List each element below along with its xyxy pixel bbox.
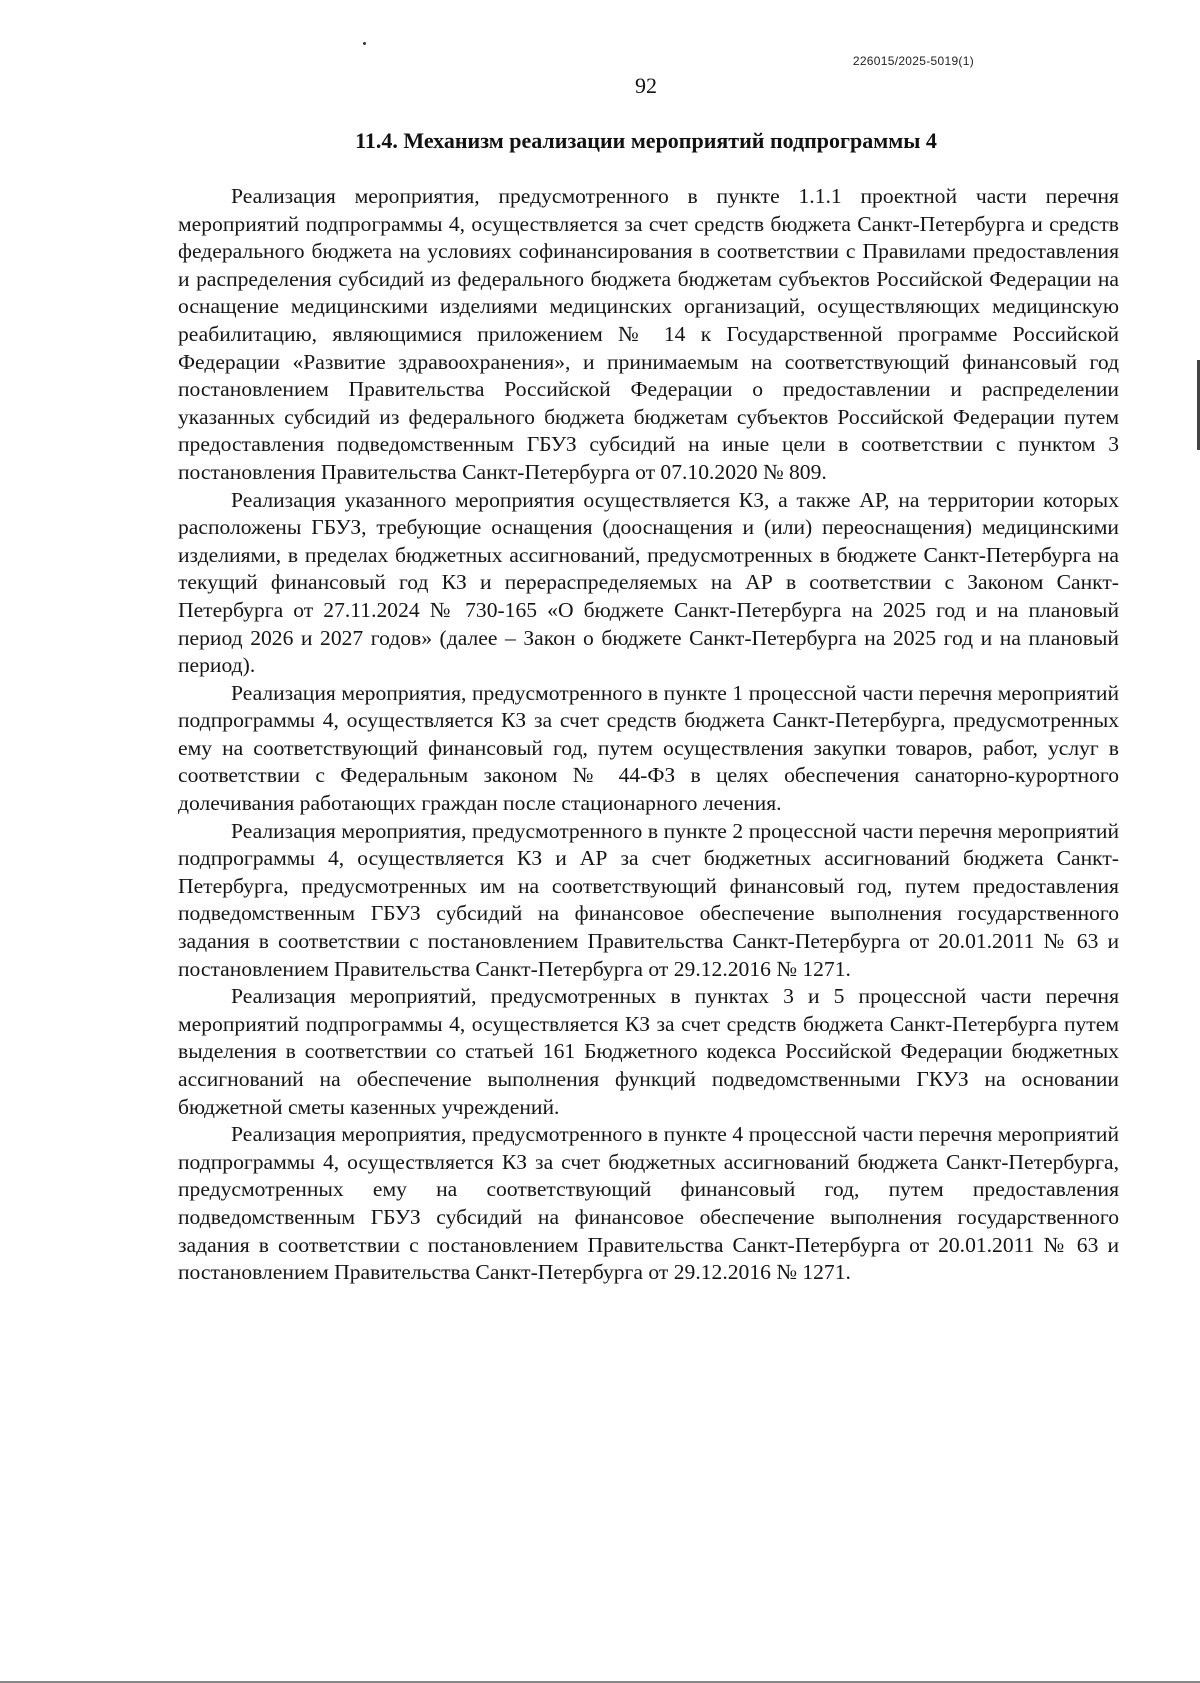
paragraph-6: Реализация мероприятия, предусмотренного в пункте 4 процессной части перечня мероприятий подпрограммы 4, осуществляется КЗ за счет бюджетных ассигнований бюджета Санкт-Петербурга, предусмотренных ему на соответствующий финансовый год, путем предоставления подведомственным ГБУЗ субсидий на финансовое обеспечение выполнения государственного задания в соответствии с постановлением Правительства Санкт-Петербурга от 20.01.2011 № 63 и постановлением Правительства Санкт-Петербурга от 29.12.2016 № 1271. — [178, 1122, 1119, 1285]
section-heading: 11.4. Механизм реализации мероприятий подпрограммы 4 — [355, 128, 937, 153]
paragraph-5: Реализация мероприятий, предусмотренных в пунктах 3 и 5 процессной части перечня мероприятий подпрограммы 4, осуществляется КЗ за счет средств бюджета Санкт-Петербурга путем выделения в соответствии со статьей 161 Бюджетного кодекса Российской Федерации бюджетных ассигнований на обеспечение выполнения функций подведомственными ГКУЗ на основании бюджетной сметы казенных учреждений. — [178, 984, 1119, 1119]
paragraph-1: Реализация мероприятия, предусмотренного в пункте 1.1.1 проектной части перечня мероприятий подпрограммы 4, осуществляется за счет средств бюджета Санкт-Петербурга и средств федерального бюджета на условиях софинансирования в соответствии с Правилами предоставления и распределения субсидий из федерального бюджета бюджетам субъектов Российской Федерации на оснащение медицинскими изделиями медицинских организаций, осуществляющих медицинскую реабилитацию, являющимися приложением № 14 к Государственной программе Российской Федерации «Развитие здравоохранения», и принимаемым на соответствующий финансовый год постановлением Правительства Российской Федерации о предоставлении и распределении указанных субсидий из федерального бюджета бюджетам субъектов Российской Федерации путем предоставления подведомственным ГБУЗ субсидий на иные цели в соответствии с пунктом 3 постановления Правительства Санкт-Петербурга от 07.10.2020 № 809. — [178, 184, 1119, 484]
scan-speck — [363, 42, 366, 45]
paragraph-3: Реализация мероприятия, предусмотренного в пункте 1 процессной части перечня мероприятий подпрограммы 4, осуществляется КЗ за счет средств бюджета Санкт-Петербурга, предусмотренных ему на соответствующий финансовый год, путем осуществления закупки товаров, работ, услуг в соответствии с Федеральным законом № 44-ФЗ в целях обеспечения санаторно-курортного долечивания работающих граждан после стационарного лечения. — [178, 680, 1119, 816]
paragraph-4: Реализация мероприятия, предусмотренного в пункте 2 процессной части перечня мероприятий подпрограммы 4, осуществляется КЗ и АР за счет бюджетных ассигнований бюджета Санкт-Петербурга, предусмотренных им на соответствующий финансовый год, путем предоставления подведомственным ГБУЗ субсидий на финансовое обеспечение выполнения государственного задания в соответствии с постановлением Правительства Санкт-Петербурга от 20.01.2011 № 63 и постановлением Правительства Санкт-Петербурга от 29.12.2016 № 1271. — [178, 818, 1119, 981]
paragraph-2: Реализация указанного мероприятия осуществляется КЗ, а также АР, на территории которых расположены ГБУЗ, требующие оснащения (дооснащения и (или) переоснащения) медицинскими изделиями, в пределах бюджетных ассигнований, предусмотренных в бюджете Санкт-Петербурга на текущий финансовый год КЗ и перераспределяемых на АР в соответствии с Законом Санкт-Петербурга от 27.11.2024 № 730-165 «О бюджете Санкт-Петербурга на 2025 год и на плановый период 2026 и 2027 годов» (далее – Закон о бюджете Санкт-Петербурга на 2025 год и на плановый период). — [178, 487, 1119, 678]
page-number: 92 — [635, 73, 657, 98]
document-id: 226015/2025-5019(1) — [852, 54, 974, 68]
body-text — [178, 183, 1119, 1287]
